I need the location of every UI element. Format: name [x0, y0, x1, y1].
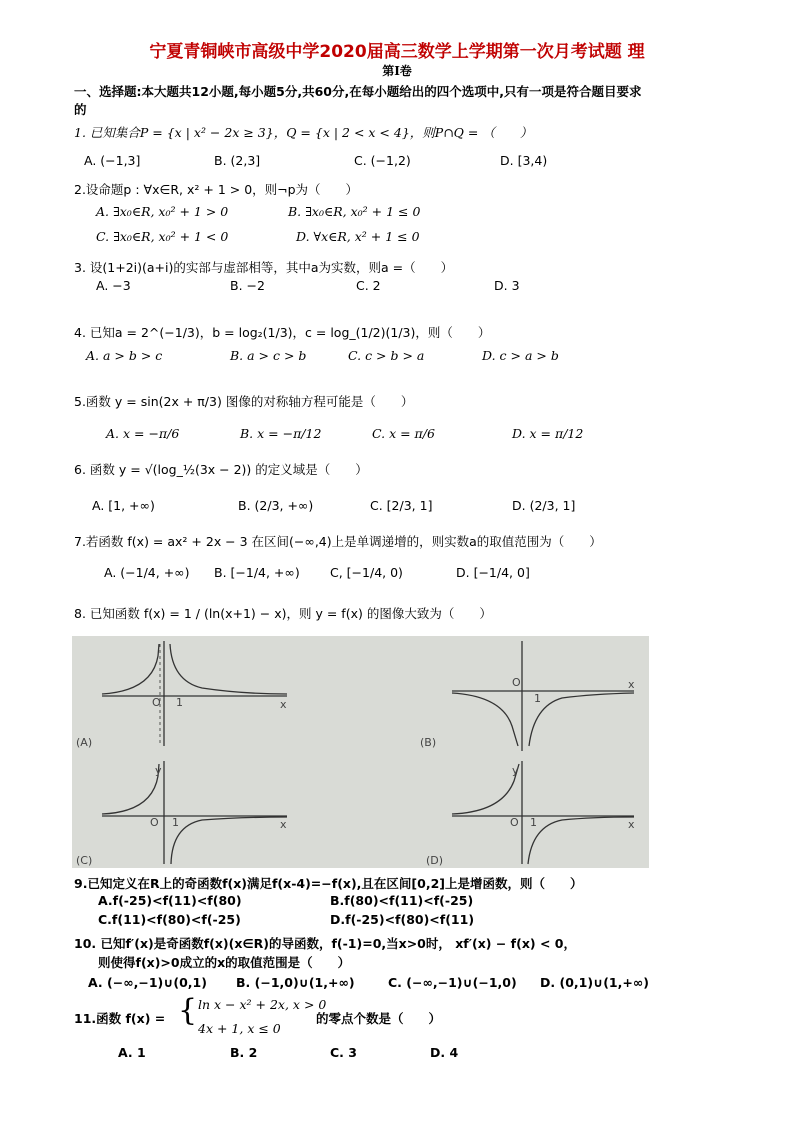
- graph-d-label: (D): [426, 854, 444, 867]
- q3-option-a: A. −3: [96, 278, 131, 293]
- q3-option-c: C. 2: [356, 278, 381, 293]
- q4-option-d: D. c > a > b: [482, 348, 559, 363]
- graph-c-y-label: y: [155, 764, 162, 777]
- q11-option-d: D. 4: [430, 1045, 459, 1060]
- q3-stem: 3. 设(1+2i)(a+i)的实部与虚部相等，其中a为实数，则a =（ ）: [74, 260, 454, 275]
- graph-c-label: (C): [76, 854, 93, 867]
- q11-prefix: 11.函数 f(x) =: [74, 1011, 166, 1026]
- q6-stem: 6. 函数 y = √(log_½(3x − 2)) 的定义域是（ ）: [74, 462, 368, 477]
- graph-d-tick-one: 1: [530, 816, 537, 829]
- q10-option-a: A. (−∞,−1)∪(0,1): [88, 975, 207, 990]
- section-heading-line2: 的: [74, 102, 87, 117]
- q3-option-d: D. 3: [494, 278, 520, 293]
- graph-b-origin: O: [512, 676, 521, 689]
- q1-option-c: C. (−1,2): [354, 153, 411, 168]
- graph-c-x-label: x: [280, 818, 287, 831]
- graph-b: [452, 641, 634, 751]
- graph-d-y-label: y: [512, 764, 519, 777]
- q1-option-d: D. [3,4): [500, 153, 548, 168]
- q1-stem: 1. 已知集合P = {x | x² − 2x ≥ 3}，Q = {x | 2 < x < 4}，则P∩Q = （ ）: [74, 125, 533, 140]
- graph-a-label: (A): [76, 736, 93, 749]
- q11-case1: ln x − x² + 2x, x > 0: [198, 997, 327, 1012]
- q11-suffix: 的零点个数是（ ）: [316, 1011, 442, 1026]
- section-heading-line1: 一、选择题:本大题共12小题,每小题5分,共60分,在每小题给出的四个选项中,只有一项是符合题目要求: [74, 84, 642, 99]
- q11-option-a: A. 1: [118, 1045, 146, 1060]
- q4-option-a: A. a > b > c: [86, 348, 163, 363]
- graph-d-x-label: x: [628, 818, 635, 831]
- q2-option-d: D. ∀x∈R, x² + 1 ≤ 0: [296, 229, 420, 244]
- volume-heading: 第Ⅰ卷: [382, 64, 412, 78]
- graph-d-origin: O: [510, 816, 519, 829]
- q7-stem: 7.若函数 f(x) = ax² + 2x − 3 在区间(−∞,4)上是单调递增的，则实数a的取值范围为（ ）: [74, 534, 602, 549]
- q9-option-c: C.f(11)<f(80)<f(-25): [98, 912, 241, 927]
- graph-c: [102, 761, 287, 864]
- q10-stem: 10. 已知f′(x)是奇函数f(x)(x∈R)的导函数，f(-1)=0,当x>0时， xf′(x) − f(x) < 0，: [74, 936, 576, 951]
- q8-stem: 8. 已知函数 f(x) = 1 / (ln(x+1) − x)，则 y = f(x) 的图像大致为（ ）: [74, 606, 492, 621]
- graph-c-tick-one: 1: [172, 816, 179, 829]
- q8-graphs-svg: [72, 636, 649, 868]
- graph-c-origin: O: [150, 816, 159, 829]
- q2-stem: 2.设命题p : ∀x∈R, x² + 1 > 0，则¬p为（ ）: [74, 182, 359, 197]
- q9-option-d: D.f(-25)<f(80)<f(11): [330, 912, 475, 927]
- q7-option-a: A. (−1/4, +∞): [104, 565, 190, 580]
- graph-b-label: (B): [420, 736, 437, 749]
- q7-option-c: C, [−1/4, 0): [330, 565, 403, 580]
- q6-option-a: A. [1, +∞): [92, 498, 155, 513]
- q11-case2: 4x + 1, x ≤ 0: [198, 1021, 281, 1036]
- q2-option-b: B. ∃x₀∈R, x₀² + 1 ≤ 0: [288, 204, 421, 219]
- q10-option-c: C. (−∞,−1)∪(−1,0): [388, 975, 517, 990]
- graph-a-x-label: x: [280, 698, 287, 711]
- q3-option-b: B. −2: [230, 278, 265, 293]
- q5-option-a: A. x = −π/6: [106, 426, 180, 441]
- q4-option-c: C. c > b > a: [348, 348, 425, 363]
- q6-option-c: C. [2/3, 1]: [370, 498, 433, 513]
- q10-option-b: B. (−1,0)∪(1,+∞): [236, 975, 355, 990]
- q5-option-d: D. x = π/12: [512, 426, 584, 441]
- q5-option-c: C. x = π/6: [372, 426, 435, 441]
- graph-b-x-label: x: [628, 678, 635, 691]
- q9-option-b: B.f(80)<f(11)<f(-25): [330, 893, 474, 908]
- graph-a-origin: O: [152, 696, 161, 709]
- q10-option-d: D. (0,1)∪(1,+∞): [540, 975, 649, 990]
- q5-option-b: B. x = −π/12: [240, 426, 322, 441]
- q2-option-c: C. ∃x₀∈R, x₀² + 1 < 0: [96, 229, 229, 244]
- q1-option-b: B. (2,3]: [214, 153, 261, 168]
- q5-stem: 5.函数 y = sin(2x + π/3) 图像的对称轴方程可能是（ ）: [74, 394, 414, 409]
- q11-option-b: B. 2: [230, 1045, 258, 1060]
- q10-stem-line2: 则使得f(x)>0成立的x的取值范围是（ ）: [98, 955, 351, 970]
- q9-stem: 9.已知定义在R上的奇函数f(x)满足f(x-4)=−f(x),且在区间[0,2]上是增函数，则（ ）: [74, 876, 583, 891]
- q2-option-a: A. ∃x₀∈R, x₀² + 1 > 0: [96, 204, 229, 219]
- graph-d: [452, 761, 634, 864]
- graph-a-tick-one: 1: [176, 696, 183, 709]
- q7-option-d: D. [−1/4, 0]: [456, 565, 530, 580]
- q9-option-a: A.f(-25)<f(11)<f(80): [98, 893, 242, 908]
- graph-b-tick-one: 1: [534, 692, 541, 705]
- q8-graph-figure: [72, 636, 649, 868]
- q4-stem: 4. 已知a = 2^(−1/3)，b = log₂(1/3)，c = log_(1/2)(1/3)，则（ ）: [74, 325, 491, 340]
- q7-option-b: B. [−1/4, +∞): [214, 565, 300, 580]
- q6-option-d: D. (2/3, 1]: [512, 498, 576, 513]
- q1-option-a: A. (−1,3]: [84, 153, 141, 168]
- q4-option-b: B. a > c > b: [230, 348, 307, 363]
- q11-brace: {: [178, 993, 198, 1028]
- page-title: 宁夏青铜峡市高级中学2020届高三数学上学期第一次月考试题 理: [149, 42, 645, 62]
- q6-option-b: B. (2/3, +∞): [238, 498, 314, 513]
- graph-a: [102, 641, 287, 746]
- q11-option-c: C. 3: [330, 1045, 357, 1060]
